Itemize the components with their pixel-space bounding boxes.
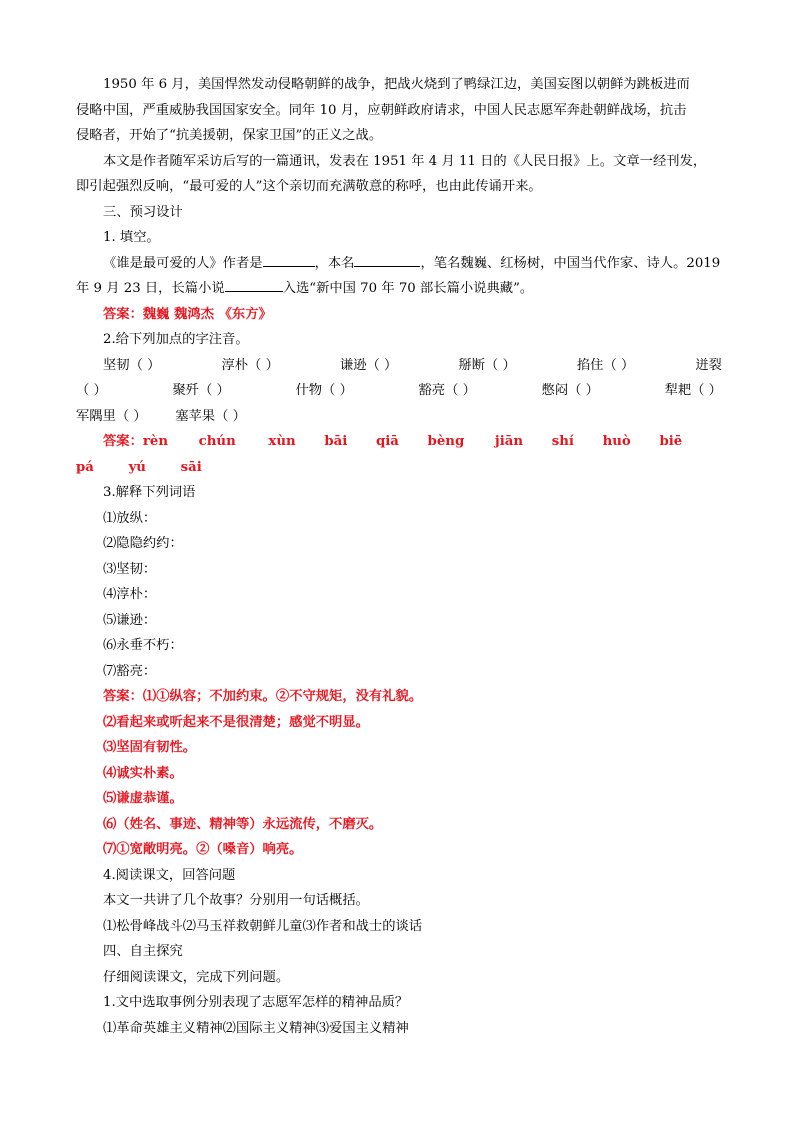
pinyin-answer: huò: [602, 434, 631, 449]
q2-row-3: [76, 404, 726, 430]
q2-answer-row-2: [76, 455, 726, 481]
intro-paragraph-1-line-2: 侵略中国，严重威胁我国国家安全。同年 10 月，应朝鲜政府请求，中国人民志愿军奔赴朝鲜战场，抗击: [76, 102, 687, 118]
section-4-heading: 四、自主探究: [103, 944, 183, 959]
q3-item: ⑷淳朴：: [103, 587, 157, 602]
q3-title: 3.解释下列词语: [103, 485, 196, 500]
q2-item: 憋闷（ ）: [541, 383, 599, 398]
s4-q1: 1.文中选取事例分别表现了志愿军怎样的精神品质？: [103, 995, 409, 1010]
q3-answer: ⑸谦虚恭谨。: [103, 791, 183, 806]
pinyin-answer: chún: [198, 434, 236, 449]
pinyin-answer: pá: [76, 459, 94, 475]
q3-item: ⑶坚韧：: [103, 561, 157, 577]
q3-answer: ⑹（姓名、事迹、精神等）永远流传，不磨灭。: [103, 816, 383, 832]
blank-novel: [225, 277, 283, 292]
pinyin-answer: qiā: [375, 434, 399, 449]
q2-title: 2.给下列加点的字注音。: [103, 332, 249, 347]
q3-answer: ⑶坚固有韧性。: [103, 740, 197, 755]
q2-item: 军隅里（ ）: [76, 408, 147, 424]
q1-line-1-text-b: ，本名: [314, 255, 355, 271]
q2-item: 掐住（ ）: [576, 357, 635, 373]
q1-line-2: [76, 276, 726, 302]
q2-item: 塞苹果（ ）: [175, 408, 246, 424]
q1-line-1: [76, 251, 726, 277]
pinyin-answer: jiān: [494, 434, 524, 449]
q3-answer: 答案：⑴①纵容；不加约束。②不守规矩，没有礼貌。: [103, 689, 423, 704]
pinyin-answer: 答案：rèn: [103, 434, 169, 449]
q2-item: 豁亮（ ）: [418, 383, 476, 398]
q1-line-2-text-a: 年 9 月 23 日，长篇小说: [76, 281, 225, 296]
q3-answer: ⑺①宽敞明亮。②（嗓音）响亮。: [103, 842, 303, 857]
q4-title: 4.阅读课文，回答问题: [103, 867, 236, 883]
intro-paragraph-2-line-2: 即引起强烈反响，“最可爱的人”这个亲切而充满敬意的称呼，也由此传诵开来。: [76, 179, 542, 194]
q2-item: 掰断（ ）: [458, 357, 516, 373]
q3-item: ⑵隐隐约约：: [103, 536, 183, 551]
blank-author: [263, 252, 315, 267]
q2-item: 什物（ ）: [295, 383, 353, 398]
q3-item: ⑺豁亮：: [103, 663, 157, 679]
q3-answer: ⑵看起来或听起来不是很清楚；感觉不明显。: [103, 714, 369, 730]
pinyin-answer: xùn: [268, 434, 296, 449]
pinyin-answer: sāi: [180, 459, 202, 475]
q1-line-2-text-b: 入选“新中国 70 年 70 部长篇小说典藏”。: [282, 281, 534, 296]
q1-line-1-text-c: ，笔名魏巍、红杨树，中国当代作家、诗人。2019: [420, 255, 721, 271]
pinyin-answer: biē: [659, 434, 683, 449]
q4-question: 本文一共讲了几个故事？分别用一句话概括。: [103, 893, 369, 908]
pinyin-answer: shí: [551, 434, 574, 449]
intro-paragraph-2-line-1: 本文是作者随军采访后写的一篇通讯，发表在 1951 年 4 月 11 日的《人民日报》上。文章一经刊发，: [103, 153, 707, 169]
intro-paragraph-1-line-3: 侵略者，开始了“抗美援朝，保家卫国”的正义之战。: [76, 128, 383, 143]
q2-item: 迸裂: [695, 357, 722, 373]
q1-line-1-text-a: 《谁是最可爱的人》作者是: [103, 255, 263, 271]
document-content: [76, 72, 726, 1041]
q2-item: 犁耙（ ）: [664, 383, 722, 398]
q4-answer: ⑴松骨峰战斗⑵马玉祥救朝鲜儿童⑶作者和战士的谈话: [103, 918, 423, 934]
pinyin-answer: bāi: [324, 434, 348, 449]
q1-title: 1. 填空。: [103, 230, 160, 245]
q2-answer-row-1: [76, 429, 726, 455]
q3-answer: ⑷诚实朴素。: [103, 765, 183, 781]
q2-item: 谦逊（ ）: [339, 357, 398, 373]
pinyin-answer: yú: [128, 459, 146, 475]
q2-row-2: [76, 378, 726, 404]
q3-item: ⑸谦逊：: [103, 612, 157, 628]
q2-row-1: [76, 353, 726, 379]
section-3-heading: 三、预习设计: [103, 204, 183, 220]
blank-real-name: [354, 252, 420, 267]
q2-item: 坚韧（ ）: [103, 357, 161, 373]
q1-answer: 答案：魏巍 魏鸿杰 《东方》: [103, 306, 272, 322]
q3-item: ⑴放纵：: [103, 510, 157, 526]
section-4-instruction: 仔细阅读课文，完成下列问题。: [103, 969, 290, 985]
pinyin-answer: bèng: [427, 434, 465, 449]
intro-paragraph-1-line-1: 1950 年 6 月，美国悍然发动侵略朝鲜的战争，把战火烧到了鸭绿江边，美国妄图以朝鲜为跳板进而: [103, 77, 690, 92]
q3-item: ⑹永垂不朽：: [103, 638, 183, 653]
q2-item: （ ）: [76, 383, 107, 398]
q2-item: 淳朴（ ）: [221, 357, 279, 373]
q2-item: 聚歼（ ）: [172, 383, 230, 398]
s4-a1: ⑴革命英雄主义精神⑵国际主义精神⑶爱国主义精神: [103, 1020, 409, 1036]
